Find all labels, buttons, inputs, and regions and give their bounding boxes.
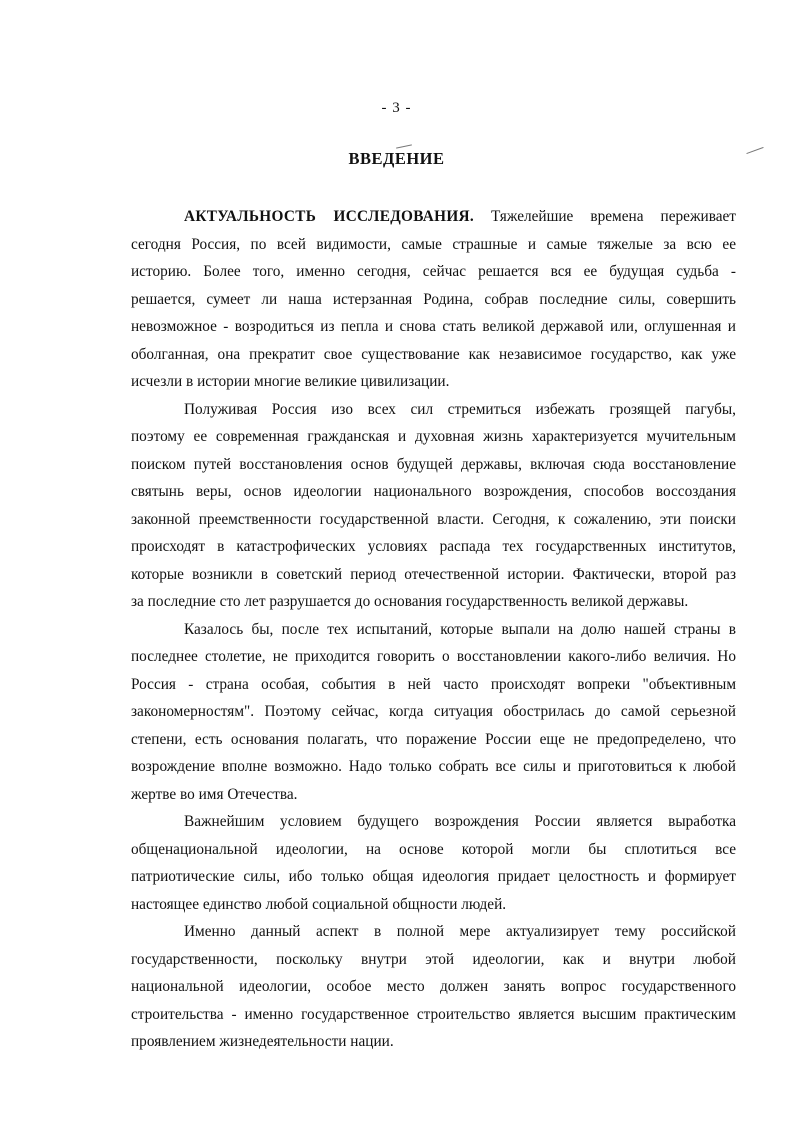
text-line: последнее столетие, не приходится говорить о восстановлении какого-либо величия. Но: [131, 648, 736, 665]
text-line: национальной идеологии, особое место должен занять вопрос государственного: [131, 978, 736, 995]
text-line: происходят в катастрофических условиях распада тех государственных институтов,: [131, 538, 736, 555]
page-number: - 3 -: [381, 100, 412, 116]
text-line: оболганная, она прекратит свое существование как независимое государство, как уже: [131, 345, 736, 363]
paragraph: [131, 808, 736, 918]
text-line: святынь веры, основ идеологии национального возрождения, способов воссоздания: [131, 483, 736, 500]
document-body: [131, 203, 736, 1056]
text-line: исчезли в истории многие великие цивилизации.: [131, 373, 450, 390]
text-line: степени, есть основания полагать, что поражение России еще не предопределено, что: [131, 730, 736, 748]
text-line: настоящее единство любой социальной общности людей.: [131, 895, 507, 913]
text-line: жертве во имя Отечества.: [131, 785, 298, 803]
text-line: которые возникли в советский период отечественной истории. Фактически, второй раз: [131, 565, 736, 583]
text-line: государственности, поскольку внутри этой идеологии, как и внутри любой: [131, 950, 736, 968]
text-line: поиском путей восстановления основ будущей державы, включая сюда восстановление: [131, 455, 736, 473]
page-title: ВВЕДЕНИЕ: [348, 149, 445, 168]
text-line: патриотические силы, ибо только общая идеология придает целостность и формирует: [131, 868, 736, 885]
paragraph: [131, 203, 736, 396]
text-line: общенациональной идеологии, на основе которой могли бы сплотиться все: [131, 840, 736, 858]
text-line: закономерностям". Поэтому сейчас, когда ситуация обострилась до самой серьезной: [131, 703, 736, 720]
text-line: Именно данный аспект в полной мере актуализирует тему российской: [184, 923, 736, 940]
text-line: строительства - именно государственное строительство является высшим практическим: [131, 1005, 736, 1023]
text-line: Важнейшим условием будущего возрождения России является выработка: [184, 813, 736, 830]
text-line: невозможное - возродиться из пепла и снова стать великой державой или, оглушенная и: [131, 318, 736, 335]
text-span: Тяжелейшие времена переживает: [473, 208, 736, 225]
text-line: Полуживая Россия изо всех сил стремиться избежать грозящей пагубы,: [184, 400, 736, 418]
text-line: [131, 203, 736, 231]
text-line: возрождение вполне возможно. Надо только собрать все силы и приготовиться к любой: [131, 758, 736, 775]
text-line: Казалось бы, после тех испытаний, которые выпали на долю нашей страны в: [184, 620, 736, 638]
text-line: проявлением жизнедеятельности нации.: [131, 1033, 394, 1050]
scan-mark: [396, 144, 412, 148]
text-line: за последние сто лет разрушается до основания государственность великой державы.: [131, 593, 689, 610]
text-line: законной преемственности государственной власти. Сегодня, к сожалению, эти поиски: [131, 510, 736, 528]
text-line: историю. Более того, именно сегодня, сейчас решается вся ее будущая судьба -: [131, 263, 736, 280]
section-heading: АКТУАЛЬНОСТЬ ИССЛЕДОВАНИЯ.: [184, 208, 474, 225]
text-line: сегодня Россия, по всей видимости, самые страшные и самые тяжелые за всю ее: [131, 235, 736, 253]
text-line: Россия - страна особая, события в ней часто происходят вопреки "объективным: [131, 675, 736, 693]
text-line: решается, сумеет ли наша истерзанная Родина, собрав последние силы, совершить: [131, 290, 736, 308]
paragraph: [131, 616, 736, 809]
text-line: поэтому ее современная гражданская и духовная жизнь характеризуется мучительным: [131, 428, 736, 445]
paragraph: [131, 396, 736, 616]
paragraph: [131, 918, 736, 1056]
